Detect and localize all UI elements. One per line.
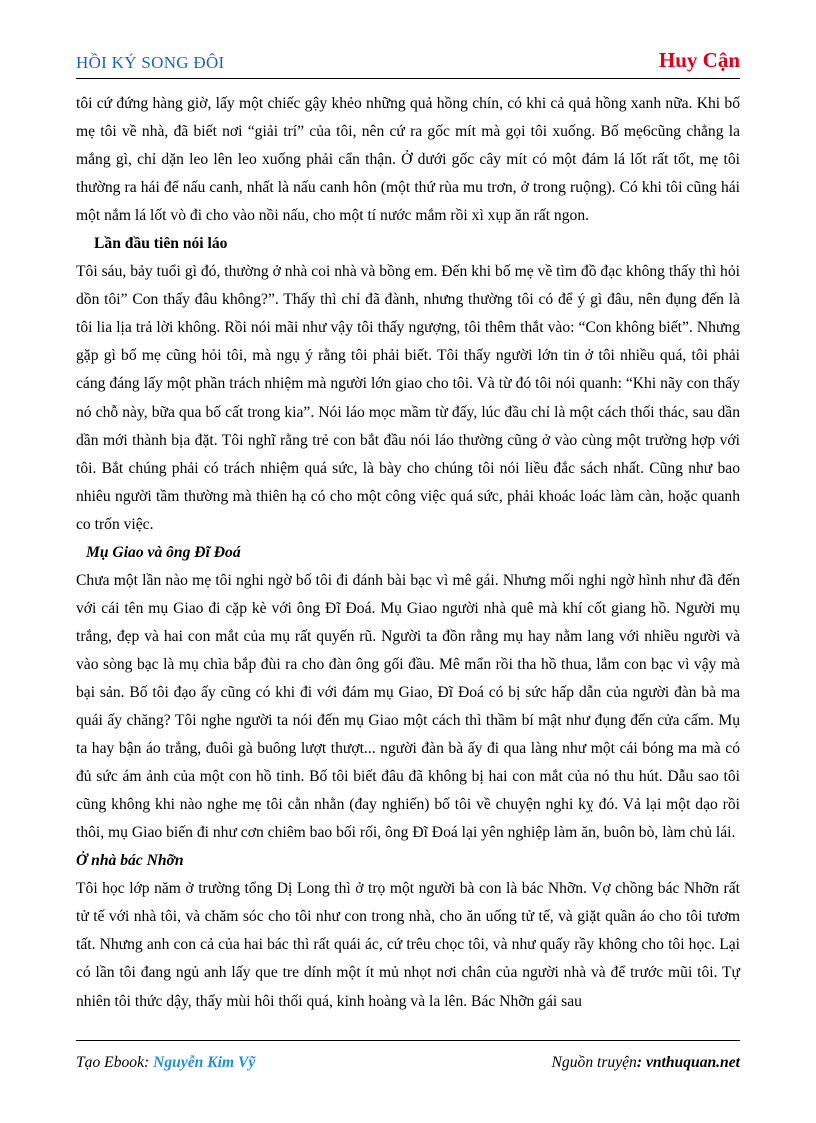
paragraph-4: Tôi học lớp năm ở trường tổng Dị Long thì ở trọ một người bà con là bác Nhỡn. Vợ chồng bác Nhỡn rất tử tế với nhà tôi, và chăm sóc cho tôi như con trong nhà, cho ăn uống tử tế, và giặt quần áo cho tôi tươm tất. Nhưng anh con cả của hai bác thì rất quái ác, cứ trêu chọc tôi, và như quấy rầy không cho tôi học. Lại có lần tôi đang ngủ anh lấy que tre dính một ít mủ nhọt nơi chân của người nhà và để trước mũi tôi. Tự nhiên tôi thức dậy, thấy mùi hôi thối quá, kinh hoàng và la lên. Bác Nhỡn gái sau	[76, 880, 740, 1010]
ebook-credit-label: Tạo Ebook	[76, 1054, 145, 1071]
section-heading-mu-giao: Mụ Giao và ông Đĩ Đoá	[86, 543, 241, 561]
source-credit-sep: :	[636, 1054, 646, 1071]
source-credit-label: Nguồn truyện	[551, 1054, 637, 1071]
section-heading-lan-dau-noi-lao: Lần đầu tiên nói láo	[94, 235, 228, 253]
page-header	[76, 46, 740, 79]
ebook-creator-name: Nguyễn Kim Vỹ	[153, 1054, 256, 1071]
section-heading-nha-bac-nhon: Ở nhà bác Nhỡn	[76, 852, 184, 870]
page-body	[76, 90, 740, 1016]
paragraph-2: Tôi sáu, bảy tuổi gì đó, thường ở nhà coi nhà và bồng em. Đến khi bố mẹ về tìm đồ đạc không thấy thì hỏi dồn tôi” Con thấy đâu không?”. Thấy thì chỉ đã đành, nhưng thường tôi có để ý gì đâu, nên đụng đến là tôi lia lịa trả lời không. Rồi nói mãi như vậy tôi thấy ngượng, tôi thêm thắt vào: “Con không biết”. Nhưng gặp gì bố mẹ cũng hỏi tôi, mà ngụ ý rằng tôi phải biết. Tôi thấy người lớn tin ở tôi nhiều quá, tôi phải cáng đáng lấy một phần trách nhiệm mà người lớn giao cho tôi. Và từ đó tôi nói quanh: “Khi nãy con thấy nó chỗ này, bữa qua bố cất trong kia”. Nói láo mọc mầm từ đấy, lúc đầu chỉ là một cách thối thác, sau dần dần mới thành bịa đặt. Tôi nghĩ rằng trẻ con bắt đầu nói láo thường cũng ở vào cùng một trường hợp với tôi. Bắt chúng phải có trách nhiệm quá sức, là bày cho chúng tôi nói liều đắc sách nhất. Cũng như bao nhiêu người tầm thường mà thiên hạ có cho một công việc quá sức, phải khoác loác làm càn, hoặc quanh co trốn việc.	[76, 263, 740, 533]
author-name: Huy Cận	[658, 48, 740, 72]
paragraph-3: Chưa một lần nào mẹ tôi nghi ngờ bố tôi đi đánh bài bạc vì mê gái. Nhưng mối nghi ngờ hình như đã đến với cái tên mụ Giao đi cặp kè với ông Đĩ Đoá. Mụ Giao người nhà quê mà khí cốt giang hồ. Người mụ trắng, đẹp và hai con mắt của mụ rất quyến rũ. Người ta đồn rằng mụ hay nằm lang với nhiều người và vào sòng bạc là mụ chìa bắp đùi ra cho đàn ông gối đầu. Mê mẩn rồi tha hồ thua, lắm con bạc vì vậy mà bại sản. Bố tôi đạo ấy cũng có khi đi với đám mụ Giao, Đĩ Đoá có bị sức hấp dẫn của người đàn bà ma quái ấy chăng? Tôi nghe người ta nói đến mụ Giao một cách thì thầm bí mật như đụng đến cửa cấm. Mụ ta hay bận áo trắng, đuôi gà buông lượt thượt... người đàn bà ấy đi qua làng như một cái bóng ma mà có đủ sức ám ảnh của một con hồ tinh. Bố tôi biết đâu đã không bị hai con mắt của nó thu hút. Dẫu sao tôi cũng không khi nào nghe mẹ tôi cằn nhằn (đay nghiến) bố tôi về chuyện nghi kỵ đó. Vả lại một dạo rồi thôi, mụ Giao biến đi như cơn chiêm bao bối rối, ông Đĩ Đoá lại yên nghiệp làm ăn, buôn bò, làm chủ lái.	[76, 571, 740, 842]
page-footer	[76, 1040, 740, 1069]
ebook-credit-sep: :	[144, 1054, 154, 1071]
paragraph-1: tôi cứ đứng hàng giờ, lấy một chiếc gậy khẻo những quả hồng chín, có khi cả quả hồng xanh nữa. Khi bố mẹ tôi về nhà, đã biết nơi “giải trí” của tôi, nên cứ ra gốc mít mà gọi tôi xuống. Bố mẹ6cũng chẳng la mắng gì, chỉ dặn leo lên leo xuống phải cẩn thận. Ở dưới gốc cây mít có một đám lá lốt rất tốt, mẹ tôi thường ra hái để nấu canh, nhất là nấu canh hôn (một thứ rùa mu trơn, ở trong ruộng). Có khi tôi cũng hái một nắm lá lốt vò đi cho vào nồi nấu, cho một tí nước mắm rồi xì xụp ăn rất ngon.	[76, 95, 740, 225]
ebook-credit	[76, 1054, 255, 1072]
source-site: vnthuquan.net	[645, 1054, 740, 1071]
source-credit	[552, 1054, 740, 1072]
book-title: HỒI KÝ SONG ĐÔI	[76, 53, 225, 72]
